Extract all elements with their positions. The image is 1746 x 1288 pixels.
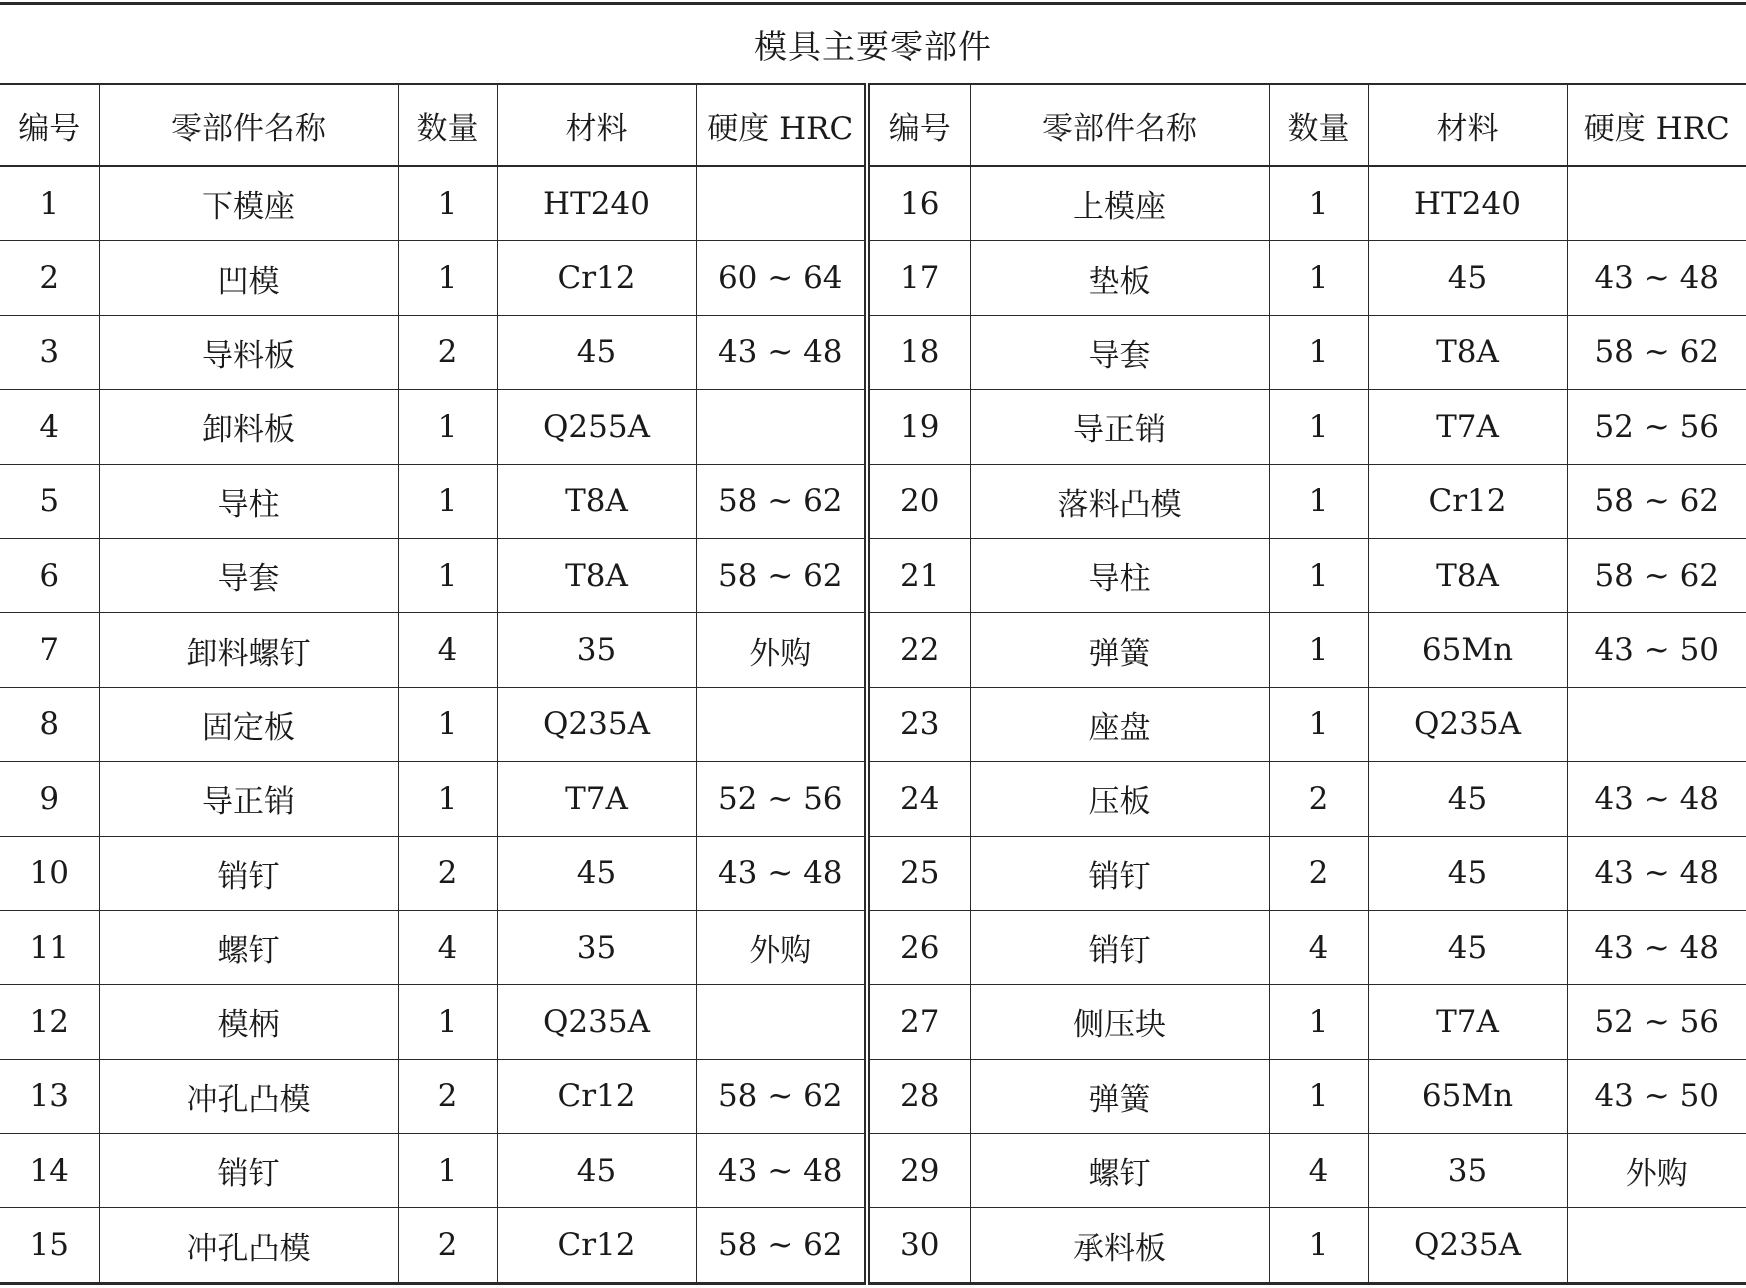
cell-material-right: 45 — [1368, 910, 1567, 984]
cell-qty-left: 2 — [398, 1059, 497, 1133]
table-row — [0, 1134, 1746, 1208]
cell-material-left: Cr12 — [497, 1059, 696, 1133]
table-row — [0, 464, 1746, 538]
cell-name-left: 冲孔凸模 — [99, 1059, 398, 1133]
cell-material-right: 65Mn — [1368, 613, 1567, 687]
cell-name-right: 销钉 — [970, 910, 1269, 984]
cell-name-left: 模柄 — [99, 985, 398, 1059]
cell-name-right: 压板 — [970, 762, 1269, 836]
cell-hardness-right: 43 ~ 48 — [1567, 836, 1746, 910]
cell-name-left: 导柱 — [99, 464, 398, 538]
cell-hardness-left: 58 ~ 62 — [696, 538, 867, 612]
cell-material-left: Cr12 — [497, 241, 696, 315]
cell-material-right: Q235A — [1368, 687, 1567, 761]
cell-material-left: 45 — [497, 315, 696, 389]
parts-table-body — [0, 84, 1746, 1283]
cell-no-right: 16 — [867, 166, 970, 241]
cell-material-right: 45 — [1368, 762, 1567, 836]
header-material-right: 材料 — [1368, 84, 1567, 166]
cell-material-left: 35 — [497, 613, 696, 687]
cell-no-left: 12 — [0, 985, 99, 1059]
cell-qty-right: 1 — [1269, 687, 1368, 761]
cell-hardness-right: 52 ~ 56 — [1567, 390, 1746, 464]
cell-name-left: 冲孔凸模 — [99, 1208, 398, 1283]
cell-material-left: Cr12 — [497, 1208, 696, 1283]
cell-name-right: 导柱 — [970, 538, 1269, 612]
cell-name-left: 导料板 — [99, 315, 398, 389]
cell-no-right: 17 — [867, 241, 970, 315]
cell-material-left: Q235A — [497, 985, 696, 1059]
cell-hardness-left: 60 ~ 64 — [696, 241, 867, 315]
cell-material-left: Q235A — [497, 687, 696, 761]
cell-name-left: 导正销 — [99, 762, 398, 836]
cell-hardness-right — [1567, 687, 1746, 761]
cell-no-right: 26 — [867, 910, 970, 984]
cell-no-right: 29 — [867, 1134, 970, 1208]
cell-hardness-right — [1567, 166, 1746, 241]
cell-hardness-left: 43 ~ 48 — [696, 836, 867, 910]
cell-material-right: HT240 — [1368, 166, 1567, 241]
cell-name-left: 固定板 — [99, 687, 398, 761]
table-row — [0, 390, 1746, 464]
cell-qty-right: 1 — [1269, 390, 1368, 464]
cell-name-right: 承料板 — [970, 1208, 1269, 1283]
cell-qty-right: 1 — [1269, 241, 1368, 315]
cell-name-right: 销钉 — [970, 836, 1269, 910]
cell-name-left: 销钉 — [99, 1134, 398, 1208]
header-hardness-right: 硬度 HRC — [1567, 84, 1746, 166]
cell-hardness-left: 58 ~ 62 — [696, 1208, 867, 1283]
cell-qty-right: 1 — [1269, 464, 1368, 538]
table-row — [0, 687, 1746, 761]
cell-name-right: 落料凸模 — [970, 464, 1269, 538]
cell-name-left: 卸料板 — [99, 390, 398, 464]
cell-qty-left: 1 — [398, 687, 497, 761]
cell-name-left: 凹模 — [99, 241, 398, 315]
cell-qty-right: 2 — [1269, 762, 1368, 836]
cell-no-right: 25 — [867, 836, 970, 910]
table-row — [0, 910, 1746, 984]
header-name-right: 零部件名称 — [970, 84, 1269, 166]
table-row — [0, 985, 1746, 1059]
cell-qty-right: 4 — [1269, 1134, 1368, 1208]
table-row — [0, 1208, 1746, 1283]
cell-qty-left: 1 — [398, 762, 497, 836]
cell-no-left: 15 — [0, 1208, 99, 1283]
cell-name-right: 弹簧 — [970, 1059, 1269, 1133]
header-qty-right: 数量 — [1269, 84, 1368, 166]
table-row — [0, 762, 1746, 836]
cell-qty-left: 1 — [398, 390, 497, 464]
cell-qty-left: 4 — [398, 613, 497, 687]
cell-no-right: 23 — [867, 687, 970, 761]
cell-no-left: 13 — [0, 1059, 99, 1133]
cell-hardness-left — [696, 985, 867, 1059]
cell-material-right: T8A — [1368, 315, 1567, 389]
cell-name-left: 螺钉 — [99, 910, 398, 984]
cell-material-right: T7A — [1368, 985, 1567, 1059]
cell-qty-left: 1 — [398, 241, 497, 315]
cell-qty-right: 1 — [1269, 166, 1368, 241]
cell-name-right: 导套 — [970, 315, 1269, 389]
cell-qty-right: 1 — [1269, 613, 1368, 687]
cell-name-left: 导套 — [99, 538, 398, 612]
table-row — [0, 315, 1746, 389]
cell-qty-left: 1 — [398, 538, 497, 612]
header-no-left: 编号 — [0, 84, 99, 166]
cell-qty-left: 1 — [398, 985, 497, 1059]
header-row — [0, 84, 1746, 166]
cell-name-right: 弹簧 — [970, 613, 1269, 687]
cell-no-right: 20 — [867, 464, 970, 538]
cell-material-left: Q255A — [497, 390, 696, 464]
cell-material-right: T7A — [1368, 390, 1567, 464]
cell-no-right: 24 — [867, 762, 970, 836]
cell-qty-left: 4 — [398, 910, 497, 984]
cell-no-left: 9 — [0, 762, 99, 836]
cell-material-right: T8A — [1368, 538, 1567, 612]
table-row — [0, 836, 1746, 910]
cell-material-left: 45 — [497, 836, 696, 910]
header-hardness-left: 硬度 HRC — [696, 84, 867, 166]
cell-qty-left: 2 — [398, 836, 497, 910]
cell-hardness-right — [1567, 1208, 1746, 1283]
table-row — [0, 241, 1746, 315]
cell-hardness-left: 43 ~ 48 — [696, 315, 867, 389]
cell-qty-right: 4 — [1269, 910, 1368, 984]
cell-hardness-right: 58 ~ 62 — [1567, 464, 1746, 538]
cell-hardness-left: 外购 — [696, 613, 867, 687]
cell-qty-right: 2 — [1269, 836, 1368, 910]
cell-hardness-left — [696, 166, 867, 241]
cell-no-right: 21 — [867, 538, 970, 612]
cell-qty-right: 1 — [1269, 985, 1368, 1059]
cell-hardness-right: 52 ~ 56 — [1567, 985, 1746, 1059]
cell-material-right: Cr12 — [1368, 464, 1567, 538]
cell-name-right: 座盘 — [970, 687, 1269, 761]
cell-no-right: 28 — [867, 1059, 970, 1133]
cell-no-left: 11 — [0, 910, 99, 984]
cell-no-left: 6 — [0, 538, 99, 612]
cell-qty-right: 1 — [1269, 315, 1368, 389]
cell-hardness-right: 58 ~ 62 — [1567, 315, 1746, 389]
cell-material-right: 35 — [1368, 1134, 1567, 1208]
parts-table — [0, 83, 1746, 1285]
cell-material-right: 65Mn — [1368, 1059, 1567, 1133]
cell-qty-left: 1 — [398, 464, 497, 538]
cell-hardness-left: 43 ~ 48 — [696, 1134, 867, 1208]
cell-qty-left: 1 — [398, 1134, 497, 1208]
cell-hardness-right: 外购 — [1567, 1134, 1746, 1208]
cell-no-right: 27 — [867, 985, 970, 1059]
cell-no-left: 14 — [0, 1134, 99, 1208]
header-name-left: 零部件名称 — [99, 84, 398, 166]
cell-no-left: 5 — [0, 464, 99, 538]
cell-hardness-left: 外购 — [696, 910, 867, 984]
table-row — [0, 538, 1746, 612]
header-qty-left: 数量 — [398, 84, 497, 166]
cell-qty-left: 2 — [398, 1208, 497, 1283]
cell-no-left: 8 — [0, 687, 99, 761]
cell-name-right: 螺钉 — [970, 1134, 1269, 1208]
cell-no-right: 22 — [867, 613, 970, 687]
cell-qty-right: 1 — [1269, 538, 1368, 612]
cell-qty-right: 1 — [1269, 1208, 1368, 1283]
table-title: 模具主要零部件 — [754, 26, 992, 66]
cell-hardness-left: 58 ~ 62 — [696, 1059, 867, 1133]
cell-name-right: 侧压块 — [970, 985, 1269, 1059]
cell-hardness-right: 58 ~ 62 — [1567, 538, 1746, 612]
cell-hardness-right: 43 ~ 48 — [1567, 241, 1746, 315]
table-row — [0, 613, 1746, 687]
cell-qty-left: 1 — [398, 166, 497, 241]
cell-hardness-left — [696, 687, 867, 761]
cell-material-right: 45 — [1368, 241, 1567, 315]
cell-qty-right: 1 — [1269, 1059, 1368, 1133]
cell-hardness-left — [696, 390, 867, 464]
cell-hardness-left: 58 ~ 62 — [696, 464, 867, 538]
cell-hardness-right: 43 ~ 50 — [1567, 1059, 1746, 1133]
table-row — [0, 1059, 1746, 1133]
cell-qty-left: 2 — [398, 315, 497, 389]
cell-no-left: 4 — [0, 390, 99, 464]
header-material-left: 材料 — [497, 84, 696, 166]
cell-material-left: 45 — [497, 1134, 696, 1208]
cell-material-right: Q235A — [1368, 1208, 1567, 1283]
cell-no-left: 2 — [0, 241, 99, 315]
cell-no-left: 10 — [0, 836, 99, 910]
cell-no-left: 1 — [0, 166, 99, 241]
cell-material-left: T8A — [497, 464, 696, 538]
cell-material-left: HT240 — [497, 166, 696, 241]
cell-name-left: 销钉 — [99, 836, 398, 910]
cell-hardness-right: 43 ~ 48 — [1567, 762, 1746, 836]
cell-no-right: 18 — [867, 315, 970, 389]
cell-no-right: 19 — [867, 390, 970, 464]
cell-material-left: T8A — [497, 538, 696, 612]
cell-hardness-right: 43 ~ 48 — [1567, 910, 1746, 984]
header-no-right: 编号 — [867, 84, 970, 166]
cell-hardness-right: 43 ~ 50 — [1567, 613, 1746, 687]
cell-name-left: 下模座 — [99, 166, 398, 241]
cell-name-left: 卸料螺钉 — [99, 613, 398, 687]
table-row — [0, 166, 1746, 241]
cell-material-right: 45 — [1368, 836, 1567, 910]
cell-hardness-left: 52 ~ 56 — [696, 762, 867, 836]
cell-no-right: 30 — [867, 1208, 970, 1283]
cell-name-right: 垫板 — [970, 241, 1269, 315]
cell-no-left: 3 — [0, 315, 99, 389]
cell-name-right: 导正销 — [970, 390, 1269, 464]
cell-name-right: 上模座 — [970, 166, 1269, 241]
cell-material-left: 35 — [497, 910, 696, 984]
cell-no-left: 7 — [0, 613, 99, 687]
cell-material-left: T7A — [497, 762, 696, 836]
